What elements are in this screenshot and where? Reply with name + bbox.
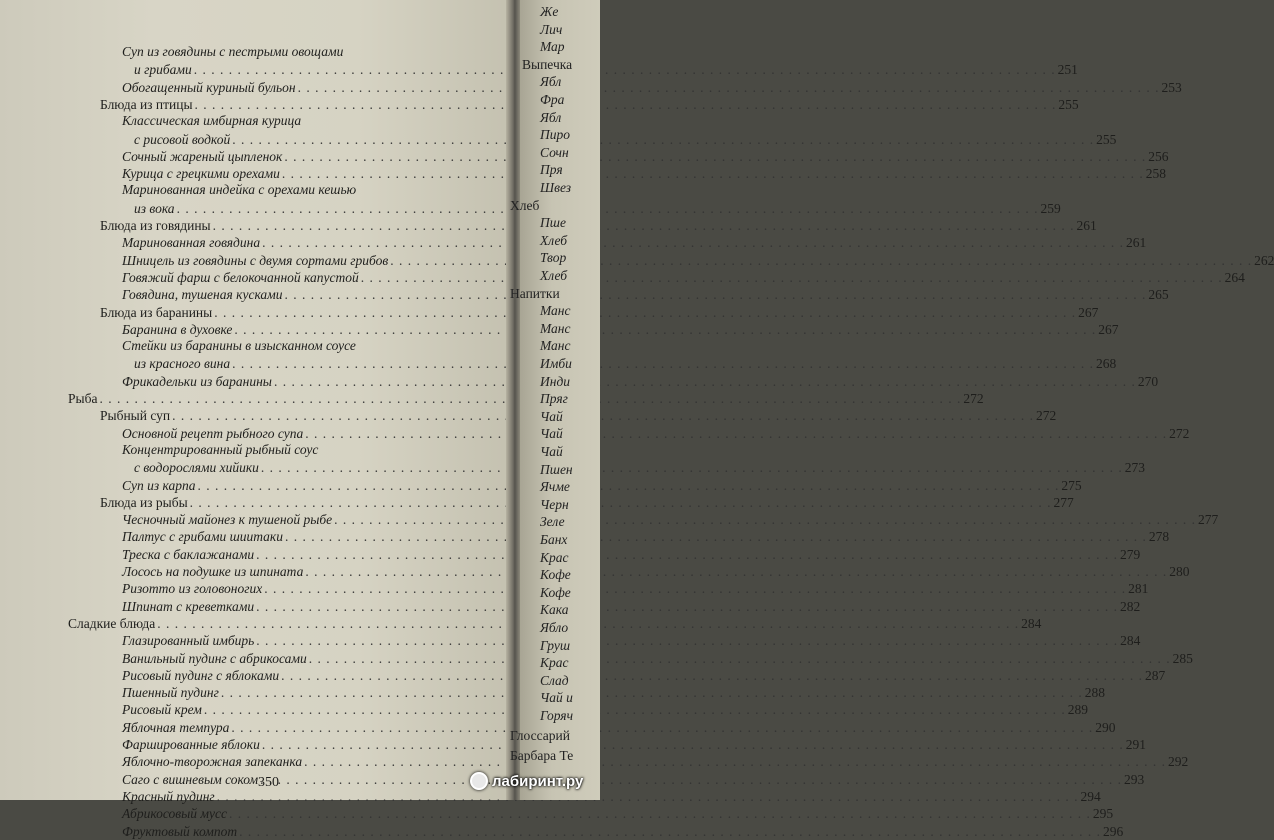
- leader-dots: [229, 805, 1091, 822]
- leader-dots: [213, 217, 1075, 234]
- labirint-logo-icon: [470, 772, 488, 790]
- toc-page-number: 281: [1128, 581, 1149, 597]
- toc-page-number: 284: [1120, 633, 1141, 649]
- right-page-line: Горяч: [540, 708, 574, 723]
- toc-entry-title: Суп из карпа: [122, 477, 196, 493]
- leader-dots: [177, 197, 1039, 217]
- toc-entry-continuation: из вока: [134, 200, 175, 216]
- right-page-line: Ябло: [540, 620, 569, 635]
- toc-entry-continuation: из красного вина: [134, 356, 231, 372]
- toc-page-number: 296: [1102, 823, 1124, 839]
- toc-page-number: 272: [1169, 425, 1190, 441]
- watermark-text: лабиринт.ру: [492, 772, 584, 790]
- toc-entry-title: Блюда из баранины: [100, 304, 213, 320]
- toc-entry-title: Говядина, тушеная кусками: [122, 287, 283, 303]
- right-page-line: Крас: [540, 655, 569, 671]
- right-page-line: Чай: [540, 408, 563, 424]
- toc-entry: [122, 823, 1124, 840]
- toc-entry-title: Блюда из говядины: [100, 218, 211, 233]
- toc-entry-title: Глазированный имбирь: [122, 633, 255, 649]
- right-page-line: Кака: [540, 602, 569, 618]
- right-page-line: Черн: [540, 496, 569, 512]
- toc-entry-title: Обогащенный куриный бульон: [122, 79, 296, 95]
- leader-dots: [284, 148, 1146, 165]
- toc-page-number: 261: [1125, 235, 1147, 251]
- leader-dots: [231, 719, 1093, 736]
- toc-entry-title: Суп из говядины с пестрыми овощами: [122, 44, 344, 59]
- right-page-line: Пряг: [540, 391, 568, 407]
- right-page-line: Глоссарий: [510, 728, 570, 743]
- right-page-line: Фра: [540, 92, 565, 107]
- toc-entry-title: Концентрированный рыбный соус: [122, 441, 319, 457]
- toc-entry-continuation: и грибами: [134, 62, 192, 78]
- right-page-line: Швез: [540, 180, 572, 195]
- toc-page-number: 273: [1124, 460, 1146, 476]
- toc-page-number: 277: [1053, 494, 1074, 510]
- right-page-line: Ябл: [540, 74, 562, 90]
- leader-dots: [274, 373, 1136, 390]
- leader-dots: [262, 234, 1124, 251]
- toc-page-number: 258: [1145, 166, 1167, 182]
- right-page-line: Кофе: [540, 567, 571, 583]
- toc-entry-title: Рыба: [68, 391, 98, 406]
- right-page-line: Же: [540, 4, 559, 19]
- toc-page-number: 264: [1224, 269, 1245, 285]
- toc-entry-title: Саго с вишневым соком: [122, 771, 259, 787]
- right-page-line: Чай: [540, 426, 563, 442]
- leader-dots: [298, 79, 1160, 96]
- toc-page-number: 265: [1148, 287, 1169, 303]
- toc-page-number: 288: [1084, 685, 1105, 701]
- right-page-line: Твор: [540, 250, 567, 266]
- toc-page-number: 277: [1198, 512, 1219, 528]
- toc-entry-title: Красный пудинг: [122, 788, 215, 804]
- right-page-line: Зеле: [540, 514, 565, 530]
- toc-entry-title: Палтус с грибами шиитаки: [122, 529, 283, 545]
- toc-page-number: 278: [1148, 529, 1170, 545]
- leader-dots: [260, 771, 1122, 788]
- right-page-line: Хлеб: [540, 232, 568, 248]
- toc-entry-title: Ванильный пудинг с абрикосами: [122, 650, 307, 666]
- right-page-line: Чай и: [540, 690, 573, 706]
- leader-dots: [256, 598, 1118, 615]
- right-page-line: Пиро: [540, 127, 570, 143]
- toc-entry-title: Фрикадельки из баранины: [122, 373, 272, 389]
- right-page-line: Хлеб: [510, 197, 540, 213]
- toc-entry-title: Блюда из рыбы: [100, 494, 188, 510]
- leader-dots: [304, 753, 1166, 770]
- toc-page-number: 291: [1125, 737, 1146, 752]
- leader-dots: [214, 304, 1076, 321]
- toc-entry-title: Рисовый крем: [122, 702, 202, 718]
- toc-entry-title: Стейки из баранины в изысканном соусе: [122, 338, 356, 354]
- toc-entry-continuation: с водорослями хийики: [134, 460, 259, 476]
- toc-entry-title: Рисовый пудинг с яблоками: [122, 667, 280, 683]
- toc-entry: [122, 148, 1169, 165]
- right-page-line: Крас: [540, 549, 569, 565]
- leader-dots: [239, 823, 1101, 840]
- toc-page-number: 259: [1040, 200, 1061, 216]
- right-page-line: Пря: [540, 162, 563, 178]
- leader-dots: [232, 355, 1094, 372]
- toc-page-number: 295: [1092, 806, 1114, 822]
- toc-entry-title: Баранина в духовке: [122, 321, 233, 337]
- leader-dots: [261, 459, 1123, 476]
- toc-entry-title: Абрикосовый мусс: [122, 806, 228, 822]
- leader-dots: [309, 650, 1171, 667]
- right-page-line: Пшен: [540, 461, 573, 477]
- toc-entry-title: Фруктовый компот: [122, 823, 238, 839]
- toc-page-number: 267: [1098, 321, 1119, 337]
- toc-page-number: 292: [1167, 754, 1189, 770]
- right-page-line: Сочн: [540, 144, 569, 160]
- toc-page-number: 255: [1058, 96, 1079, 112]
- right-page-line: Хлеб: [540, 268, 568, 283]
- right-page-line: Слад: [540, 672, 569, 688]
- right-page-line: Кофе: [540, 584, 571, 600]
- toc-entry-title: Курица с грецкими орехами: [122, 166, 280, 182]
- right-page-line: Груш: [540, 637, 571, 653]
- toc-page-number: 284: [1021, 615, 1042, 631]
- toc-page-number: 253: [1161, 79, 1182, 95]
- leader-dots: [217, 788, 1079, 805]
- leader-dots: [262, 736, 1124, 753]
- toc-entry-title: Маринованная говядина: [122, 235, 261, 251]
- toc-page-number: 293: [1124, 771, 1145, 787]
- leader-dots: [334, 511, 1196, 528]
- leader-dots: [281, 667, 1143, 684]
- toc-entry-title: Фаршированные яблоки: [122, 737, 260, 752]
- right-page-line: Барбара Те: [510, 748, 574, 763]
- toc-entry-title: Шницель из говядины с двумя сортами грибов: [122, 252, 389, 268]
- watermark: [470, 768, 600, 794]
- right-page-line: Мар: [540, 39, 565, 55]
- toc-entry-title: Классическая имбирная курица: [122, 113, 302, 129]
- right-page-line: Банх: [540, 532, 568, 547]
- toc-entry-title: Шпинат с креветками: [122, 598, 255, 614]
- right-page-line: Чай: [540, 444, 563, 459]
- toc-page-number: 275: [1061, 477, 1082, 493]
- toc-page-number: 287: [1145, 667, 1166, 683]
- right-page-line: Манс: [540, 320, 571, 336]
- toc-entry-title: Пшенный пудинг: [122, 685, 219, 701]
- toc-entry-title: Сочный жареный цыпленок: [122, 148, 283, 164]
- toc-entry-title: Ризотто из головоногих: [122, 581, 263, 597]
- leader-dots: [194, 61, 1056, 78]
- toc-entry-title: Рыбный суп: [100, 408, 171, 424]
- leader-dots: [361, 269, 1223, 286]
- toc-entry: [122, 805, 1114, 822]
- toc-page-number: 272: [963, 391, 984, 406]
- right-page-line: Инди: [540, 373, 571, 389]
- toc-entry-title: Блюда из птицы: [100, 96, 193, 112]
- leader-dots: [256, 632, 1118, 649]
- toc-page-number: 267: [1078, 304, 1099, 320]
- toc-page-number: 255: [1096, 131, 1117, 147]
- right-page-line: Ячме: [540, 479, 570, 495]
- toc-entry-title: Говяжий фарш с белокочанной капустой: [122, 269, 359, 285]
- toc-page-number: 272: [1036, 408, 1057, 424]
- right-page-line: Выпечка: [522, 56, 573, 72]
- right-page-line: Имби: [540, 356, 572, 371]
- right-page-line: Манс: [540, 303, 571, 319]
- right-page: [510, 0, 600, 800]
- toc-entry-title: Основной рецепт рыбного супа: [122, 425, 304, 441]
- toc-page-number: 280: [1169, 564, 1190, 579]
- leader-dots: [190, 494, 1052, 511]
- toc-page-number: 270: [1137, 373, 1159, 389]
- leader-dots: [234, 321, 1096, 338]
- leader-dots: [305, 563, 1167, 580]
- toc-entry-title: Чесночный майонез к тушеной рыбе: [122, 512, 333, 528]
- leader-dots: [285, 528, 1147, 545]
- leader-dots: [256, 546, 1118, 563]
- toc-page-number: 282: [1119, 598, 1141, 614]
- leader-dots: [195, 96, 1057, 113]
- leader-dots: [285, 286, 1147, 303]
- toc-page-number: 294: [1080, 788, 1101, 804]
- leader-dots: [232, 131, 1094, 148]
- toc-page-number: 279: [1119, 546, 1141, 562]
- toc-entry-title: Лосось на подушке из шпината: [122, 564, 304, 579]
- toc-page-number: 256: [1148, 148, 1169, 164]
- toc-page-number: 261: [1076, 218, 1097, 233]
- page-number: 350: [258, 775, 279, 790]
- toc-entry-title: Яблочно-творожная запеканка: [122, 754, 303, 770]
- leader-dots: [264, 580, 1126, 597]
- toc-page-number: 268: [1095, 356, 1117, 372]
- toc-page-number: 251: [1057, 62, 1078, 78]
- toc-entry-title: Треска с баклажанами: [122, 546, 255, 562]
- right-page-line: Пше: [540, 215, 566, 231]
- right-page-line: Лич: [540, 21, 563, 37]
- toc-page-number: 290: [1095, 719, 1116, 735]
- right-page-line: Манс: [540, 338, 571, 354]
- toc-entry-title: Яблочная темпура: [122, 719, 230, 735]
- toc-page-number: 289: [1067, 702, 1088, 718]
- leader-dots: [172, 407, 1034, 424]
- toc-entry-title: Сладкие блюда: [68, 615, 156, 631]
- leader-dots: [305, 425, 1167, 442]
- toc-entry: [122, 736, 1146, 753]
- leader-dots: [204, 701, 1066, 718]
- leader-dots: [198, 477, 1060, 494]
- toc-page-number: 262: [1254, 252, 1274, 268]
- toc-entry-continuation: с рисовой водкой: [134, 131, 231, 147]
- leader-dots: [282, 165, 1144, 182]
- right-page-line: Напитки: [510, 285, 560, 301]
- toc-entry-title: Маринованная индейка с орехами кешью: [122, 182, 357, 198]
- leader-dots: [221, 684, 1083, 701]
- toc-page-number: 285: [1172, 650, 1193, 666]
- right-page-line: Ябл: [540, 109, 562, 125]
- toc-entry: [122, 788, 1101, 805]
